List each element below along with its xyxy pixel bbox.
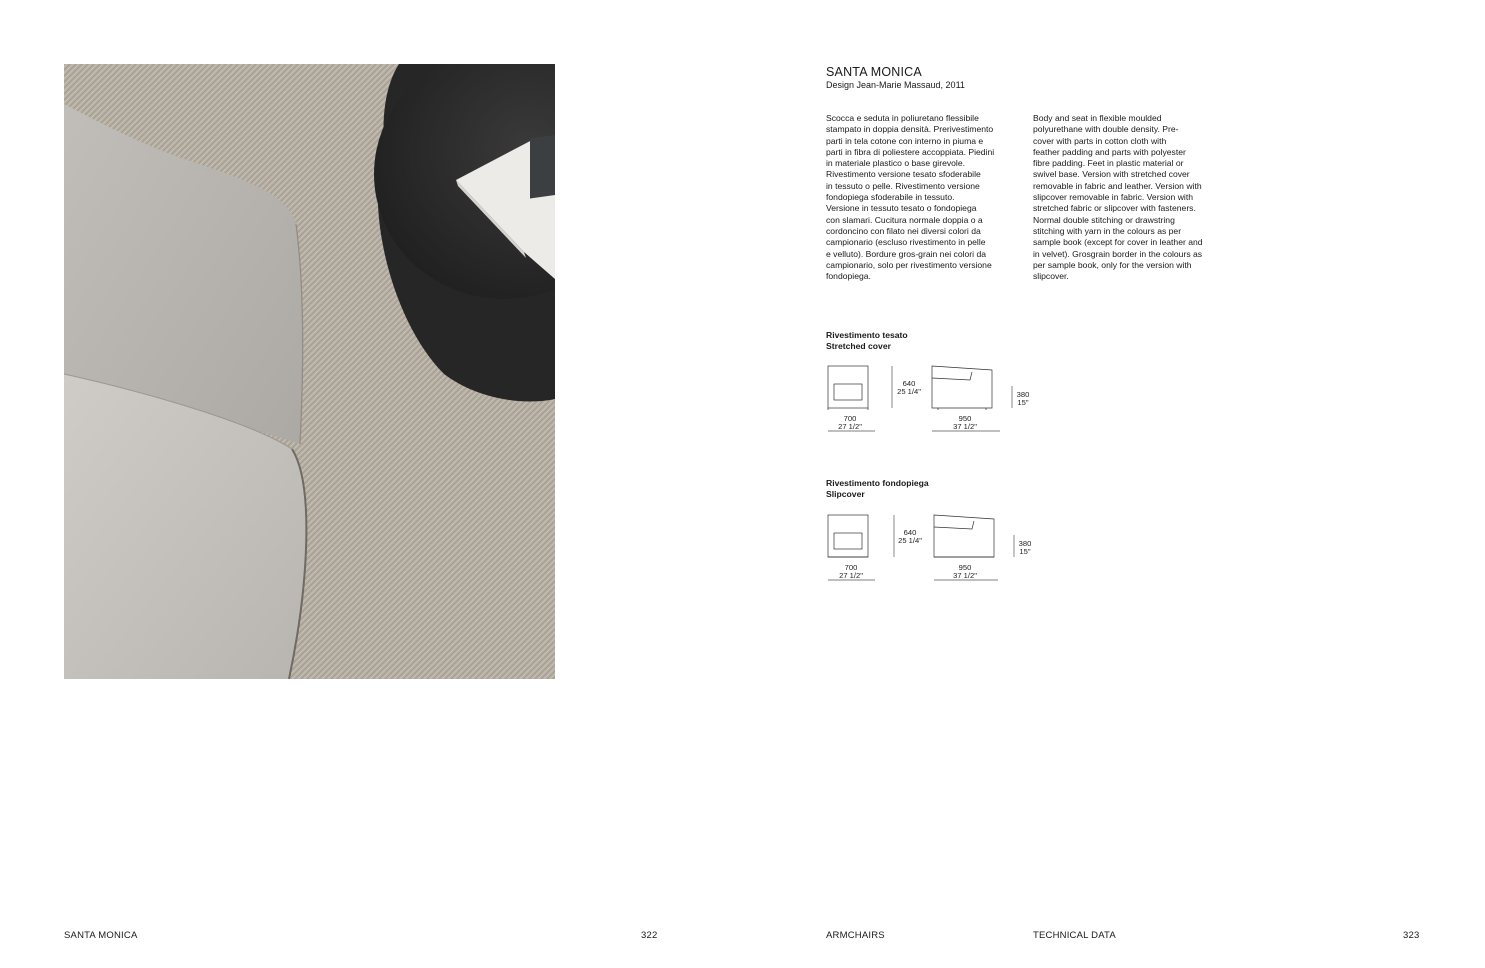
depth-mm: 950 [958,563,972,572]
height-in: 25 1/4" [897,387,921,397]
seat-mm: 380 [1018,539,1032,548]
dimension-width [833,415,867,432]
seat-in: 15" [1017,398,1029,408]
height-mm: 640 [902,379,916,388]
width-in: 27 1/2" [839,571,863,581]
width-mm: 700 [844,563,858,572]
side-view-outline [932,366,992,408]
side-view-outline [934,515,994,557]
front-view-seat [834,533,862,549]
seat-mm: 380 [1016,390,1030,399]
footer-section: TECHNICAL DATA [1033,930,1116,941]
description-italian: Scocca e seduta in poliuretano flessibile stampato in doppia densità. Prerivestimento parti in tela cotone con interno in piuma e parti in fibra di poliestere accoppiata. Piedini in materiale plastico o base girevole. Rivestimento versione tesato sfoderabile in tessuto o pelle. Rivestimento versione fondopiega sfoderabile in tessuto. Versione in tessuto tesato o fondopiega con slamari. Cucitura normale doppia o a cordoncino con filato nei diversi colori da campionario (escluso rivestimento in pelle e velluto). Bordure gros-grain nei colori da campionario, solo per rivestimento versione fondopiega. [826,113,995,282]
height-in: 25 1/4" [898,536,922,546]
footer-category: ARMCHAIRS [826,930,885,941]
height-mm: 640 [903,528,917,537]
product-title: SANTA MONICA [826,65,922,79]
footer-right-page-number: 323 [1403,930,1420,941]
dimension-width [834,564,868,581]
footer-left-label: SANTA MONICA [64,930,138,941]
description-english: Body and seat in flexible moulded polyurethane with double density. Pre- cover with parts in cotton cloth with feather padding and parts with polyester fibre padding. Feet in plastic material or swivel base. Version with stretched cover removable in fabric and leather. Version with slipcover removable in fabric. Version with stretched fabric or slipcover with fasteners. Normal double stitching or drawstring stitching with yarn in the colours as per sample book (except for cover in leather and in velvet). Grosgrain border in the colours as per sample book, only for the version with slipcover. [1033,113,1203,282]
depth-in: 37 1/2" [953,422,977,432]
section-title-stretched-cover [826,330,908,353]
dimension-seat-height [1016,540,1034,557]
depth-in: 37 1/2" [953,571,977,581]
section-title-it: Rivestimento tesato [826,330,908,340]
designer-credit: Design Jean-Marie Massaud, 2011 [826,80,965,90]
dimension-seat-height [1014,391,1032,408]
width-in: 27 1/2" [838,422,862,432]
photo-illustration [64,64,555,679]
section-title-slipcover [826,478,929,501]
footer-left-page-number: 322 [641,930,658,941]
width-mm: 700 [843,414,857,423]
front-view-seat [834,384,862,400]
section-title-it: Rivestimento fondopiega [826,478,929,488]
dimension-height [896,529,924,546]
dimension-depth [948,415,982,432]
section-title-en: Stretched cover [826,341,891,352]
section-title-en: Slipcover [826,489,865,500]
armchair-photo [64,64,555,679]
dimension-height [895,380,923,397]
depth-mm: 950 [958,414,972,423]
seat-in: 15" [1019,547,1031,557]
dimension-depth [948,564,982,581]
